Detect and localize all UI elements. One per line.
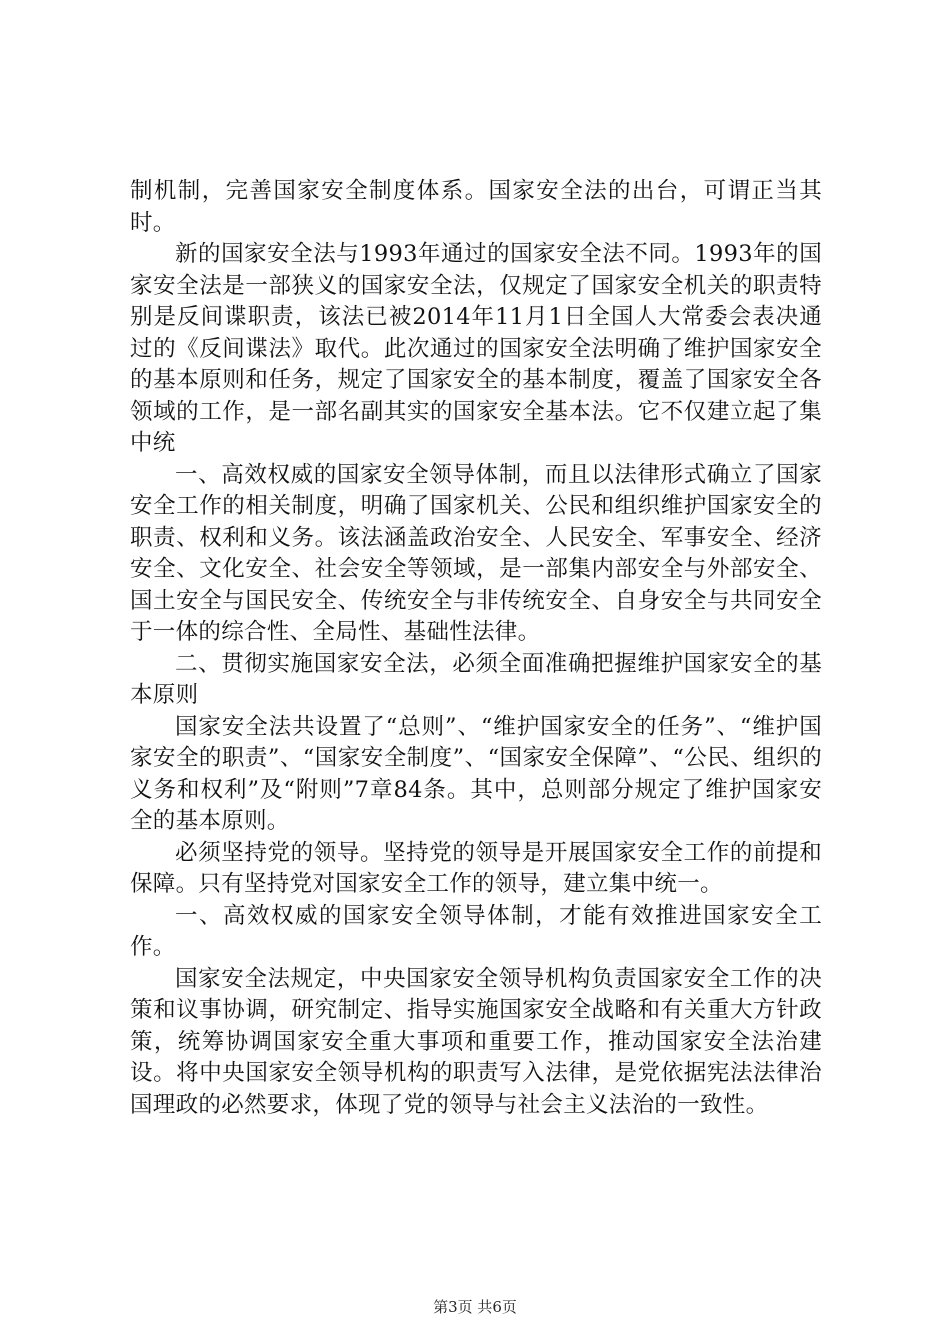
paragraph-7: 一、高效权威的国家安全领导体制，才能有效推进国家安全工作。 <box>130 902 822 960</box>
paragraph-6: 必须坚持党的领导。坚持党的领导是开展国家安全工作的前提和保障。只有坚持党对国家安全工作的领导，建立集中统一。 <box>130 839 822 897</box>
paragraph-4: 二、贯彻实施国家安全法，必须全面准确把握维护国家安全的基本原则 <box>130 650 822 708</box>
paragraph-3: 一、高效权威的国家安全领导体制，而且以法律形式确立了国家安全工作的相关制度，明确了国家机关、公民和组织维护国家安全的职责、权利和义务。该法涵盖政治安全、人民安全、军事安全、经济安全、文化安全、社会安全等领域，是一部集内部安全与外部安全、国土安全与国民安全、传统安全与非传统安全、自身安全与共同安全于一体的综合性、全局性、基础性法律。 <box>130 461 822 645</box>
paragraph-5: 国家安全法共设置了“总则”、“维护国家安全的任务”、“维护国家安全的职责”、“国家安全制度”、“国家安全保障”、“公民、组织的义务和权利”及“附则”7章84条。其中，总则部分规定了维护国家安全的基本原则。 <box>130 713 822 834</box>
paragraph-8: 国家安全法规定，中央国家安全领导机构负责国家安全工作的决策和议事协调，研究制定、指导实施国家安全战略和有关重大方针政策，统筹协调国家安全重大事项和重要工作，推动国家安全法治建设。将中央国家安全领导机构的职责写入法律，是党依据宪法法律治国理政的必然要求，体现了党的领导与社会主义法治的一致性。 <box>130 965 822 1118</box>
document-body <box>130 176 822 1121</box>
paragraph-1: 制机制，完善国家安全制度体系。国家安全法的出台，可谓正当其时。 <box>130 178 822 236</box>
page-footer: 第3页 共6页 <box>433 1298 517 1316</box>
paragraph-2: 新的国家安全法与1993年通过的国家安全法不同。1993年的国家安全法是一部狭义的国家安全法，仅规定了国家安全机关的职责特别是反间谍职责，该法已被2014年11月1日全国人大常委会表决通过的《反间谍法》取代。此次通过的国家安全法明确了维护国家安全的基本原则和任务，规定了国家安全的基本制度，覆盖了国家安全各领域的工作，是一部名副其实的国家安全基本法。它不仅建立起了集中统 <box>130 241 822 456</box>
